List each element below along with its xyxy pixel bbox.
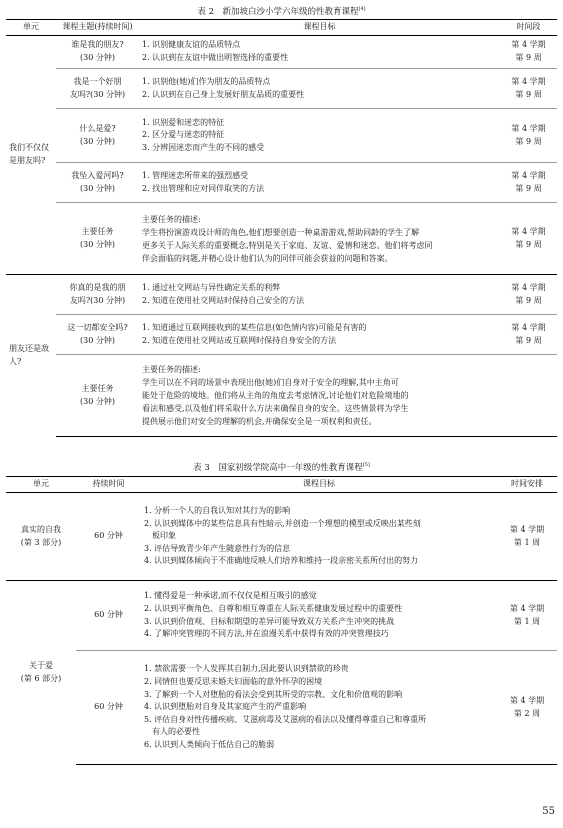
- task-description-line: 伴会面临的问题,并精心设计他们认为的同伴可能会获益的问题和答案。: [142, 253, 393, 263]
- table-row: [6, 69, 557, 109]
- period-week: 第 9 周: [515, 295, 542, 305]
- topic-title: 主要任务: [81, 226, 114, 236]
- goal-item: 3. 分辨因迷恋而产生的不同的感受: [142, 142, 265, 152]
- table-row: [6, 581, 557, 651]
- period-cell: [500, 355, 557, 437]
- table3-caption-ref: [5]: [362, 462, 370, 469]
- topic-duration: (30 分钟): [80, 239, 115, 249]
- topic-cell: [56, 109, 139, 163]
- period-term: 第 4 学期: [511, 282, 546, 292]
- goal-item: 2. 知道在使用社交网站时保持自己安全的方法: [142, 295, 305, 305]
- duration-cell: 60 分钟: [94, 531, 123, 541]
- goal-item: 1. 禁欲需要一个人发挥其自制力,因此要认识到禁欲的珍贵: [144, 664, 349, 674]
- period-cell: [500, 275, 557, 315]
- topic-cell: [56, 36, 139, 69]
- table3-header-row: [6, 477, 557, 493]
- table3-caption-text: 表 3 国家初级学院高中一年级的性教育课程: [193, 463, 363, 473]
- table3: [6, 476, 557, 765]
- table-row: [6, 163, 557, 203]
- table-row: [6, 355, 557, 437]
- period-term: 第 4 学期: [511, 226, 546, 236]
- topic-cell: [56, 275, 139, 315]
- goal-cell: [139, 163, 500, 203]
- schedule-term: 第 4 学期: [509, 524, 545, 534]
- goal-cell: [141, 493, 497, 581]
- task-description-cell: [139, 355, 500, 437]
- schedule-week: 第 1 周: [513, 616, 541, 626]
- goal-item: 2. 认识到平衡角色、自尊和相互尊重在人际关系健康发展过程中的重要性: [144, 603, 403, 613]
- period-term: 第 4 学期: [511, 170, 546, 180]
- period-week: 第 9 周: [515, 89, 542, 99]
- unit-cell: [6, 493, 76, 581]
- period-cell: [500, 163, 557, 203]
- goal-item: 1. 分析一个人的自我认知对其行为的影响: [144, 506, 291, 516]
- period-cell: [500, 69, 557, 109]
- table2-header-row: [6, 20, 557, 36]
- goal-item: 4. 认识到堕胎对自身及其家庭产生的严重影响: [144, 702, 307, 712]
- goal-item: 2. 知道在使用社交网站或互联网时保持自身安全的方法: [142, 335, 337, 345]
- table-row: [6, 493, 557, 581]
- period-week: 第 9 周: [515, 183, 542, 193]
- schedule-term: 第 4 学期: [509, 695, 545, 705]
- topic-cell: [56, 69, 139, 109]
- header-period: 时间段: [500, 20, 557, 36]
- unit-cell: [6, 581, 76, 765]
- topic-title: 你真的是我的朋: [69, 282, 126, 292]
- topic-duration: (30 分钟): [80, 183, 115, 193]
- period-cell: [500, 203, 557, 275]
- topic-cell: [56, 315, 139, 355]
- period-term: 第 4 学期: [511, 123, 546, 133]
- duration-cell: 60 分钟: [76, 581, 141, 651]
- schedule-week: 第 2 周: [513, 708, 541, 718]
- topic-duration: 友吗?(30 分钟): [69, 295, 126, 305]
- period-term: 第 4 学期: [511, 322, 546, 332]
- goal-cell: [141, 651, 497, 765]
- unit-part: (第 6 部分): [20, 673, 62, 683]
- goal-item: 1. 识别爱和迷恋的特征: [142, 117, 225, 127]
- goal-cell: [141, 581, 497, 651]
- goal-item: 1. 知道通过互联网接收到的某些信息(如色情内容)可能是有害的: [142, 322, 367, 332]
- goal-item: 3. 了解到一个人对堕胎的看法会受到其所受的宗教、文化和价值观的影响: [144, 689, 403, 699]
- goal-item: 1. 懂得爱是一种承诺,而不仅仅是相互吸引的感觉: [144, 591, 317, 601]
- goal-cell: [139, 109, 500, 163]
- period-cell: [500, 36, 557, 69]
- task-description-line: 学生可以在不同的场景中表现出他(她)们自身对于安全的理解,其中主角可: [142, 378, 399, 387]
- goal-item: 4. 了解冲突管理的不同方法,并在浪漫关系中获得有效的冲突管理技巧: [144, 629, 389, 639]
- task-description-cell: [139, 203, 500, 275]
- unit-name: 真实的自我: [21, 524, 61, 534]
- task-description-line: 更多关于人际关系的重要概念,特别是关于家庭、友谊、爱情和迷恋。他们将考虑同: [142, 240, 433, 250]
- unit-name: 我们不仅仅是朋友吗?: [9, 143, 49, 165]
- period-week: 第 9 周: [515, 335, 542, 345]
- period-term: 第 4 学期: [511, 40, 546, 50]
- topic-cell: [56, 203, 139, 275]
- task-description-label: 主要任务的描述:: [142, 214, 201, 224]
- goal-item: 板印象: [144, 531, 176, 541]
- schedule-cell: [497, 581, 557, 651]
- topic-cell: [56, 355, 139, 437]
- topic-duration: (30 分钟): [80, 136, 115, 146]
- unit-name: 关于爱: [29, 661, 53, 671]
- goal-cell: [139, 315, 500, 355]
- goal-item: 5. 评估自身对性传播疾病、艾滋病毒及艾滋病的看法以及懂得尊重自己和尊重所: [144, 714, 427, 724]
- period-term: 第 4 学期: [511, 76, 546, 86]
- topic-title: 我坠入爱河吗?: [71, 170, 124, 180]
- topic-title: 我是一个好朋: [73, 76, 122, 86]
- header-topic: 课程主题(持续时间): [56, 20, 139, 36]
- topic-duration: (30 分钟): [80, 335, 115, 345]
- topic-duration: (30 分钟): [80, 53, 115, 62]
- topic-title: 主要任务: [81, 383, 114, 393]
- goal-item: 1. 通过社交网站与异性确定关系的利弊: [142, 282, 281, 292]
- goal-cell: [139, 36, 500, 69]
- header-duration: 持续时间: [76, 477, 141, 493]
- task-description-line: 看法和感受,以及他们将采取什么方法来确保自身的安全。这些情景将为学生: [142, 404, 409, 413]
- goal-item: 3. 认识到价值观、目标和期望的差异可能导致双方关系产生冲突的挑战: [144, 616, 395, 626]
- unit-cell: [6, 36, 56, 275]
- table-row: [6, 109, 557, 163]
- unit-name: 朋友还是敌人?: [9, 344, 49, 366]
- goal-cell: [139, 69, 500, 109]
- schedule-cell: [497, 493, 557, 581]
- task-description-label: 主要任务的描述:: [142, 365, 201, 374]
- table3-caption: [0, 461, 563, 473]
- goal-item: 1. 识别健康友谊的品质特点: [142, 40, 241, 50]
- goal-item: 2. 找出管理和应对同伴取笑的方法: [142, 183, 265, 193]
- goal-item: 2. 区分爱与迷恋的特征: [142, 130, 225, 140]
- period-cell: [500, 315, 557, 355]
- schedule-week: 第 1 周: [513, 537, 541, 547]
- goal-item: 2. 认识到媒体中的某些信息具有性暗示,并创造一个理想的模型或反映出某些刻: [144, 518, 421, 528]
- goal-item: 1. 识别他(她)们作为朋友的品质特点: [142, 76, 271, 86]
- period-week: 第 9 周: [515, 239, 542, 249]
- task-description-line: 提供展示他们对安全的理解的机会,并确保安全是一项权利和责任。: [142, 417, 377, 426]
- table-row: [6, 275, 557, 315]
- goal-item: 4. 认识到媒体倾向于不准确地反映人们培养和维持一段亲密关系所付出的努力: [144, 556, 419, 566]
- table2-caption: [0, 5, 563, 17]
- page-number: 55: [542, 806, 555, 817]
- goal-item: 3. 评估导致青少年产生随意性行为的信息: [144, 543, 291, 553]
- period-cell: [500, 109, 557, 163]
- task-description-line: 学生将扮演游戏设计师的角色,他们想要创造一种桌游游戏,帮助同龄的学生了解: [142, 227, 420, 237]
- task-description-line: 能处于危险的境地。他们将从主角的角度去考虑情况,讨论他们对危险境地的: [142, 391, 409, 400]
- period-week: 第 9 周: [515, 136, 542, 146]
- table2-caption-text: 表 2 新加坡白沙小学六年级的性教育课程: [197, 7, 359, 17]
- goal-item: 2. 同情但也要反思未婚夫妇面临的意外怀孕的困境: [144, 677, 323, 687]
- header-unit: 单元: [6, 477, 76, 493]
- goal-item: 1. 管理迷恋所带来的强烈感受: [142, 170, 249, 180]
- duration-cell: 60 分钟: [76, 651, 141, 765]
- topic-duration: 友吗?(30 分钟): [69, 89, 126, 99]
- header-goal: 课程目标: [139, 20, 500, 36]
- header-goal: 课程目标: [141, 477, 497, 493]
- unit-part: (第 3 部分): [20, 537, 62, 547]
- table2: [6, 19, 557, 437]
- topic-title: 什么是爱?: [79, 123, 116, 133]
- goal-item: 2. 认识到在友谊中做出明智选择的重要性: [142, 53, 289, 62]
- topic-duration: (30 分钟): [80, 396, 115, 406]
- topic-title: 这一切都安全吗?: [67, 322, 128, 332]
- schedule-term: 第 4 学期: [509, 603, 545, 613]
- table2-caption-ref: [4]: [358, 6, 366, 13]
- topic-title: 谁是我的朋友?: [71, 40, 124, 50]
- goal-item: 2. 认识到在自己身上发展好朋友品质的重要性: [142, 89, 305, 99]
- table-row: [6, 203, 557, 275]
- table-row: [6, 36, 557, 69]
- unit-cell: [6, 275, 56, 437]
- goal-cell: [139, 275, 500, 315]
- header-unit: 单元: [6, 20, 56, 36]
- table-row: [6, 315, 557, 355]
- table-row: [6, 651, 557, 765]
- header-schedule: 时间安排: [497, 477, 557, 493]
- goal-item: 有人的必要性: [144, 727, 200, 737]
- topic-cell: [56, 163, 139, 203]
- goal-item: 6. 认识到人类倾向于低估自己的脆弱: [144, 739, 275, 749]
- period-week: 第 9 周: [515, 53, 542, 62]
- schedule-cell: [497, 651, 557, 765]
